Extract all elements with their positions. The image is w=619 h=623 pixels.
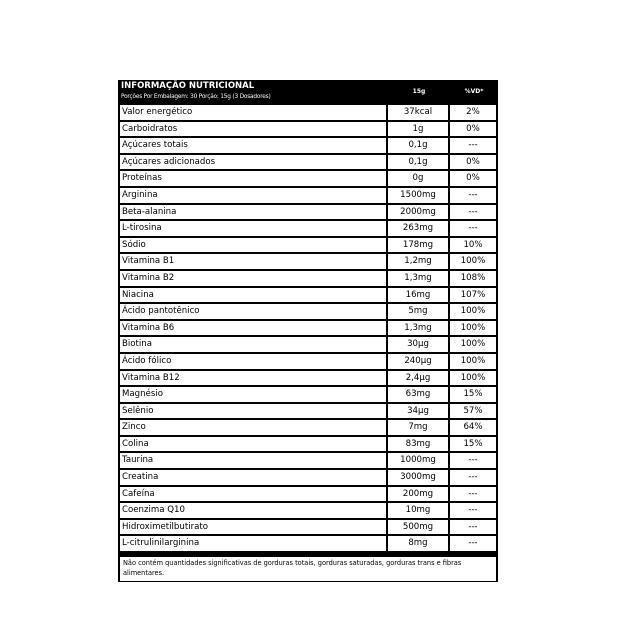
nutrient-amount: 10mg xyxy=(388,503,448,518)
table-row xyxy=(118,204,498,221)
table-row xyxy=(118,370,498,387)
nutrient-daily-value: 2% xyxy=(450,105,496,120)
nutrient-name: Niacina xyxy=(120,288,386,303)
table-row xyxy=(118,469,498,486)
nutrient-amount: 263mg xyxy=(388,221,448,236)
nutrient-daily-value: --- xyxy=(450,138,496,153)
table-row xyxy=(118,353,498,370)
nutrient-name: Ácido fólico xyxy=(120,354,386,369)
nutrient-amount: 3000mg xyxy=(388,470,448,485)
nutrient-name: Beta-alanina xyxy=(120,205,386,220)
nutrient-amount: 1,3mg xyxy=(388,271,448,286)
table-row xyxy=(118,303,498,320)
nutrient-daily-value: 100% xyxy=(450,254,496,269)
nutrient-name: Creatina xyxy=(120,470,386,485)
nutrient-daily-value: 100% xyxy=(450,337,496,352)
table-row xyxy=(118,486,498,503)
nutrient-daily-value: --- xyxy=(450,503,496,518)
nutrient-name: Arginina xyxy=(120,188,386,203)
column-header-amount: 15g xyxy=(412,88,426,95)
nutrient-daily-value: --- xyxy=(450,536,496,551)
nutrient-daily-value: 0% xyxy=(450,155,496,170)
nutrient-daily-value: 10% xyxy=(450,238,496,253)
nutrient-amount: 500mg xyxy=(388,520,448,535)
nutrient-amount: 30µg xyxy=(388,337,448,352)
nutrient-name: Vitamina B6 xyxy=(120,321,386,336)
nutrient-amount: 0,1g xyxy=(388,138,448,153)
nutrient-amount: 200mg xyxy=(388,487,448,502)
table-subtitle: Porções Por Embalagem: 30 Porção: 15g (3 Dosadores) xyxy=(121,94,271,100)
nutrient-name: Vitamina B1 xyxy=(120,254,386,269)
nutrient-name: Selênio xyxy=(120,404,386,419)
nutrient-amount: 2000mg xyxy=(388,205,448,220)
nutrient-name: L-citrulinilarginina xyxy=(120,536,386,551)
nutrient-name: Colina xyxy=(120,437,386,452)
nutrient-daily-value: --- xyxy=(450,487,496,502)
table-row xyxy=(118,187,498,204)
nutrient-daily-value: --- xyxy=(450,453,496,468)
table-row xyxy=(118,270,498,287)
table-row xyxy=(118,121,498,138)
nutrient-daily-value: 0% xyxy=(450,171,496,186)
table-row xyxy=(118,170,498,187)
nutrient-name: Valor energético xyxy=(120,105,386,120)
table-row xyxy=(118,154,498,171)
nutrient-daily-value: 57% xyxy=(450,404,496,419)
table-title: INFORMAÇÃO NUTRICIONAL xyxy=(121,81,255,91)
nutrient-daily-value: 108% xyxy=(450,271,496,286)
nutrient-name: Coenzima Q10 xyxy=(120,503,386,518)
table-row xyxy=(118,320,498,337)
nutrient-name: Açúcares totais xyxy=(120,138,386,153)
nutrient-name: Ácido pantotênico xyxy=(120,304,386,319)
table-row xyxy=(118,287,498,304)
table-row xyxy=(118,535,498,552)
nutrient-amount: 1,3mg xyxy=(388,321,448,336)
nutrient-daily-value: --- xyxy=(450,188,496,203)
nutrient-name: Zinco xyxy=(120,420,386,435)
nutrient-daily-value: 64% xyxy=(450,420,496,435)
column-header-daily-value: %VD* xyxy=(464,88,484,95)
nutrient-name: Vitamina B12 xyxy=(120,371,386,386)
nutrient-amount: 178mg xyxy=(388,238,448,253)
table-row xyxy=(118,237,498,254)
nutrient-amount: 1000mg xyxy=(388,453,448,468)
nutrient-daily-value: 107% xyxy=(450,288,496,303)
nutrient-name: Açúcares adicionados xyxy=(120,155,386,170)
table-header xyxy=(118,80,498,104)
nutrient-amount: 240µg xyxy=(388,354,448,369)
table-row xyxy=(118,220,498,237)
nutrient-amount: 34µg xyxy=(388,404,448,419)
nutrient-daily-value: 100% xyxy=(450,354,496,369)
nutrient-daily-value: 100% xyxy=(450,304,496,319)
nutrient-daily-value: 100% xyxy=(450,321,496,336)
nutrient-amount: 5mg xyxy=(388,304,448,319)
nutrient-amount: 0g xyxy=(388,171,448,186)
nutrient-daily-value: 0% xyxy=(450,122,496,137)
footnote: Não contém quantidades significativas de gorduras totais, gorduras saturadas, gorduras trans e fibras alimentares. xyxy=(120,557,496,581)
nutrient-amount: 0,1g xyxy=(388,155,448,170)
nutrition-rows xyxy=(118,104,498,552)
table-row xyxy=(118,403,498,420)
table-row xyxy=(118,336,498,353)
nutrient-name: Carboidratos xyxy=(120,122,386,137)
nutrient-name: Taurina xyxy=(120,453,386,468)
table-row xyxy=(118,436,498,453)
nutrient-amount: 1500mg xyxy=(388,188,448,203)
nutrient-amount: 8mg xyxy=(388,536,448,551)
nutrient-daily-value: --- xyxy=(450,205,496,220)
nutrient-daily-value: 100% xyxy=(450,371,496,386)
nutrient-amount: 37kcal xyxy=(388,105,448,120)
nutrient-amount: 63mg xyxy=(388,387,448,402)
nutrient-amount: 7mg xyxy=(388,420,448,435)
nutrient-amount: 2,4µg xyxy=(388,371,448,386)
nutrient-name: Vitamina B2 xyxy=(120,271,386,286)
nutrient-name: Hidroximetilbutirato xyxy=(120,520,386,535)
table-row xyxy=(118,519,498,536)
nutrient-daily-value: 15% xyxy=(450,387,496,402)
table-row xyxy=(118,419,498,436)
table-row xyxy=(118,253,498,270)
nutrient-amount: 16mg xyxy=(388,288,448,303)
table-row xyxy=(118,104,498,121)
nutrient-daily-value: --- xyxy=(450,470,496,485)
table-row xyxy=(118,137,498,154)
nutrient-amount: 1,2mg xyxy=(388,254,448,269)
nutrient-daily-value: --- xyxy=(450,520,496,535)
table-row xyxy=(118,502,498,519)
nutrient-name: L-tirosina xyxy=(120,221,386,236)
nutrient-name: Sódio xyxy=(120,238,386,253)
nutrient-amount: 1g xyxy=(388,122,448,137)
nutrient-name: Proteínas xyxy=(120,171,386,186)
nutrient-daily-value: 15% xyxy=(450,437,496,452)
table-row xyxy=(118,452,498,469)
table-row xyxy=(118,386,498,403)
nutrient-daily-value: --- xyxy=(450,221,496,236)
nutrient-name: Cafeína xyxy=(120,487,386,502)
nutrient-name: Biotina xyxy=(120,337,386,352)
nutrient-name: Magnésio xyxy=(120,387,386,402)
nutrient-amount: 83mg xyxy=(388,437,448,452)
